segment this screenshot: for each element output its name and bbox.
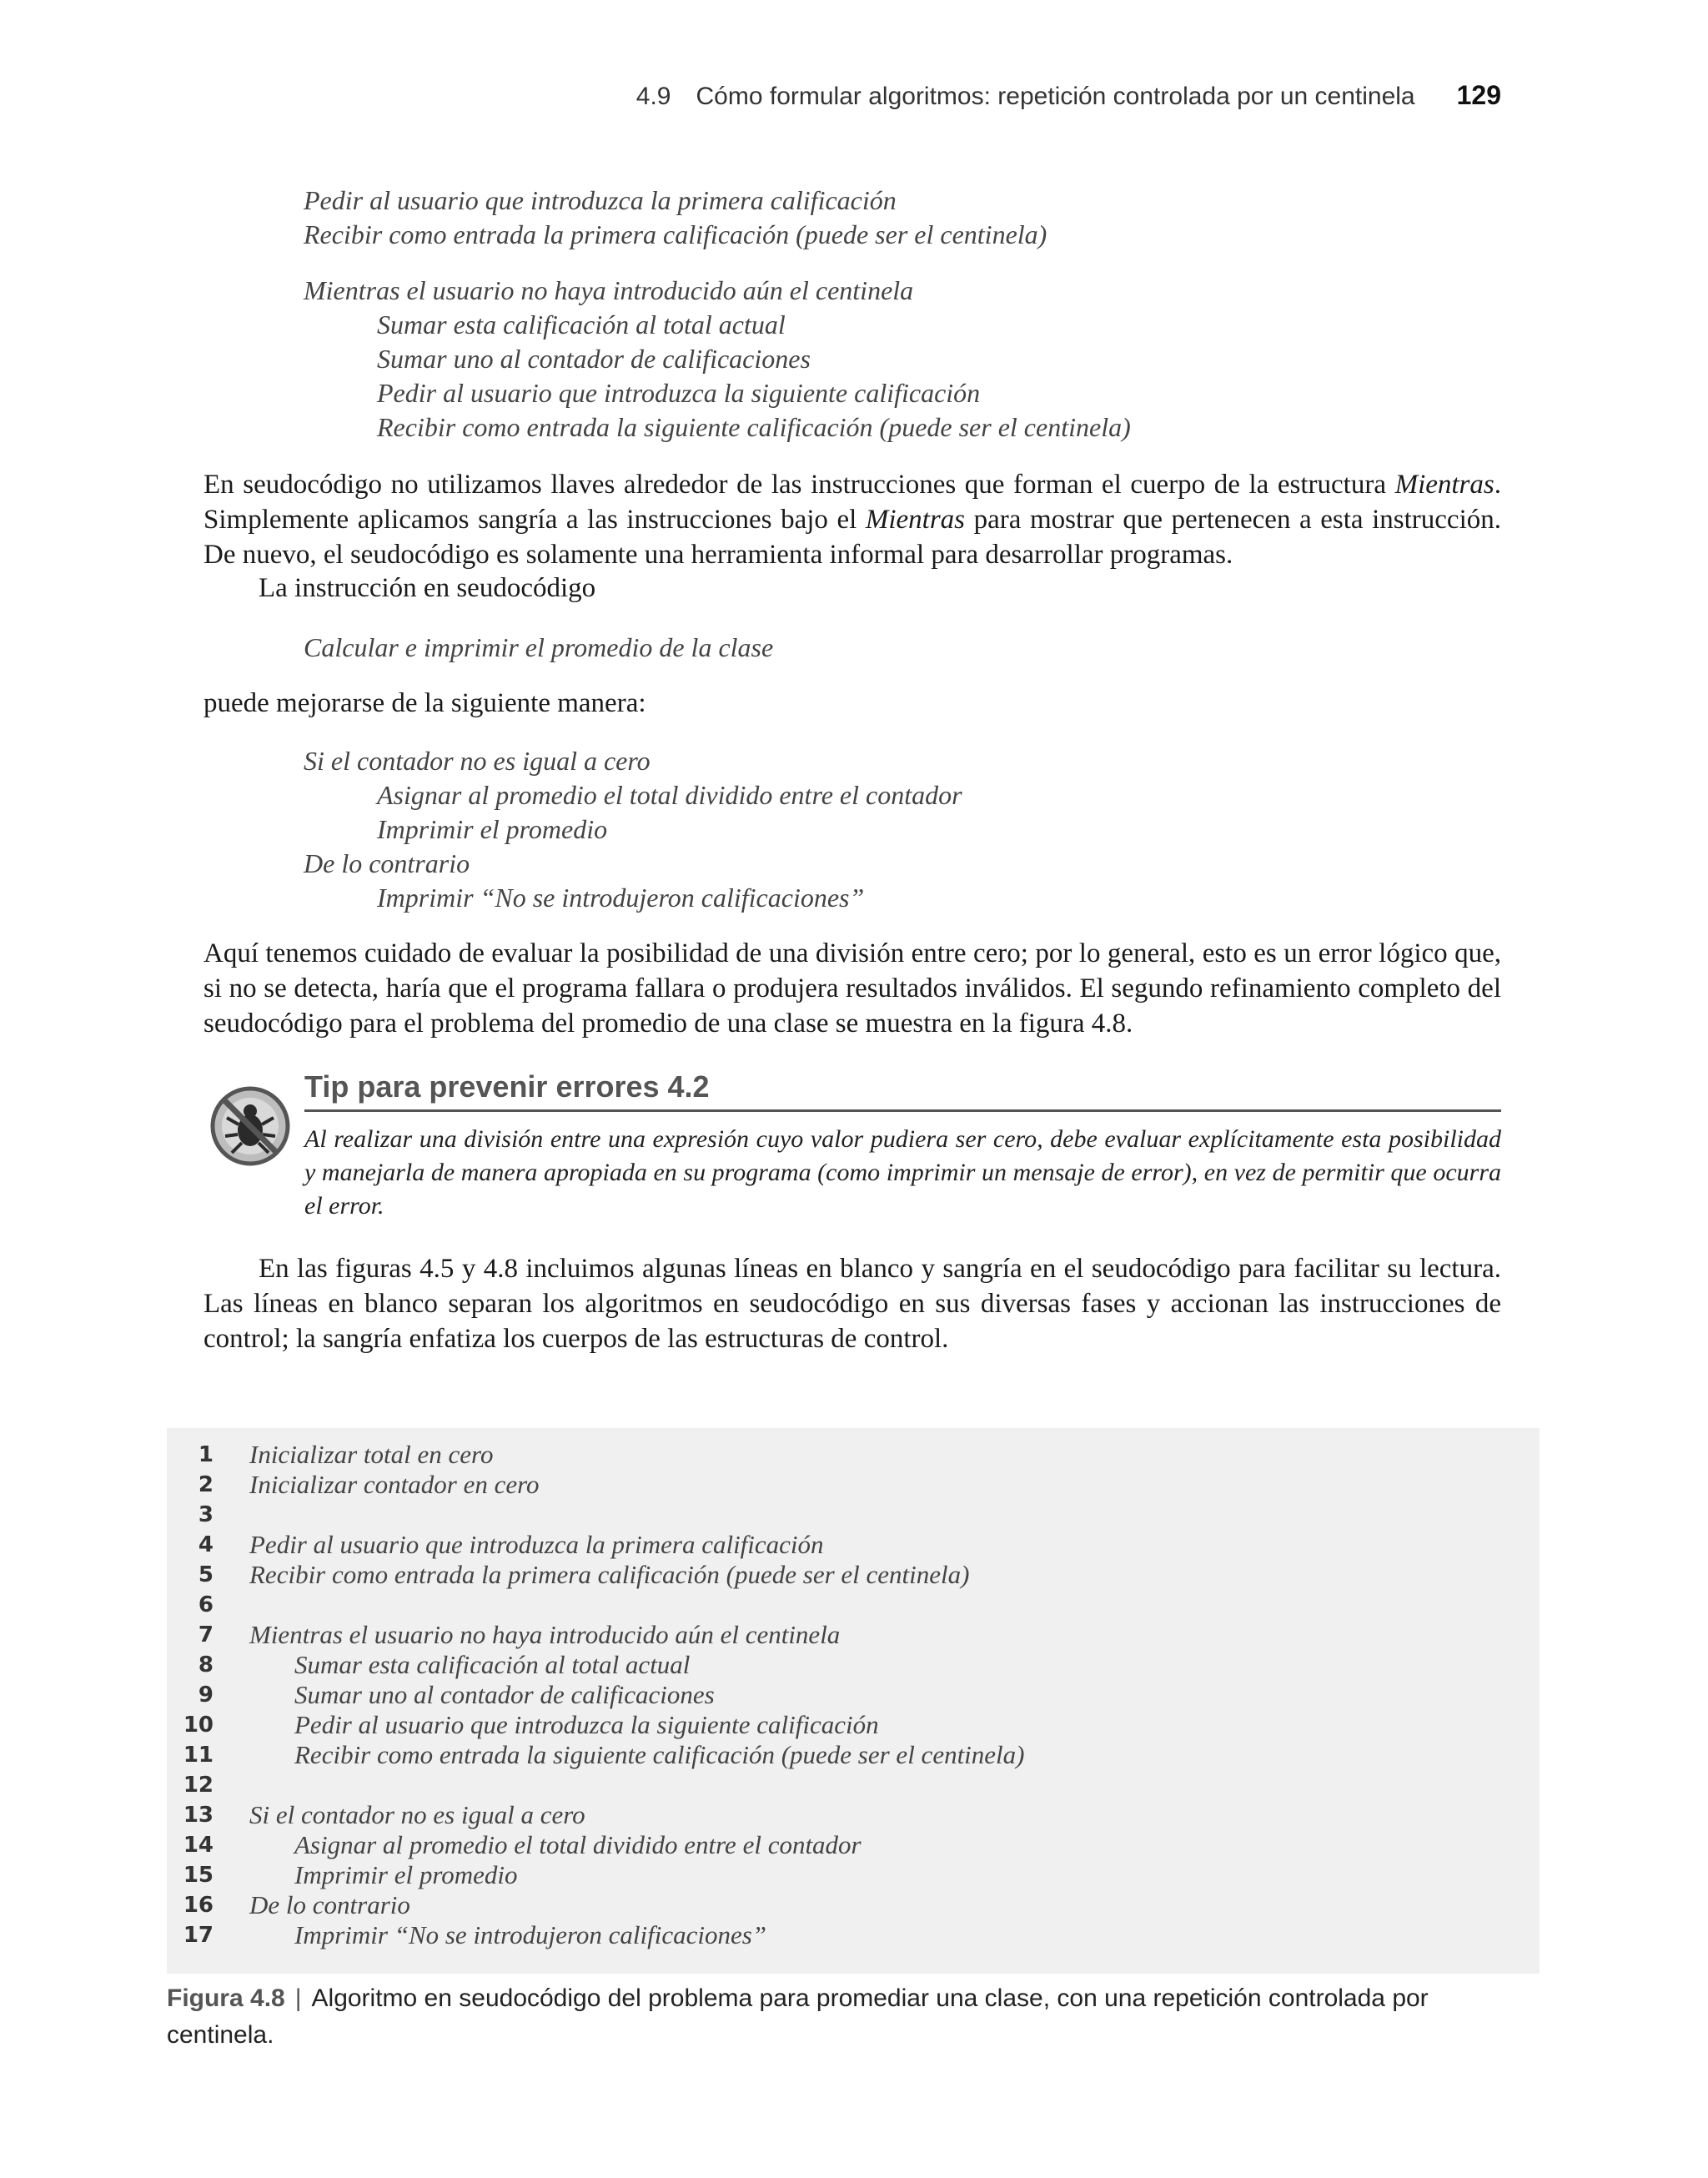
pseudocode-line: Imprimir “No se introdujeron calificaciones”: [377, 883, 865, 913]
code-line: [167, 1920, 1540, 1950]
bug-icon: [208, 1084, 292, 1168]
emphasis: Mientras: [1394, 470, 1494, 500]
code-text: Imprimir el promedio: [294, 1860, 518, 1889]
emphasis: Mientras: [865, 505, 966, 535]
body-paragraph: Aquí tenemos cuidado de evaluar la posibilidad de una división entre cero; por lo general, esto es un error lógico que, si no se detecta, haría que el programa fallara o produjera resultados inválidos. El segundo refinamiento completo del seudocódigo para el problema del promedio de una clase se muestra en la figura 4.8.: [203, 938, 1501, 1039]
pseudocode-line: Pedir al usuario que introduzca la primera calificación: [304, 185, 897, 215]
code-line: [167, 1590, 1540, 1620]
section-title: Cómo formular algoritmos: repetición controlada por un centinela: [696, 83, 1415, 110]
pseudocode-block-1: [203, 184, 1501, 252]
line-number: 10: [183, 1713, 214, 1738]
line-number: 16: [183, 1893, 214, 1918]
line-number: 8: [198, 1652, 214, 1678]
pseudocode-line: Sumar esta calificación al total actual: [377, 309, 786, 340]
figure-code-listing: [167, 1428, 1540, 1974]
code-line: [167, 1830, 1540, 1860]
pseudocode-block-3: [203, 744, 1501, 915]
code-line: [167, 1890, 1540, 1920]
line-number: 3: [198, 1502, 214, 1527]
line-number: 17: [183, 1923, 214, 1948]
pseudocode-line: Mientras el usuario no haya introducido aún el centinela: [304, 275, 914, 305]
code-text: Asignar al promedio el total dividido entre el contador: [294, 1830, 862, 1859]
pseudocode-line: Recibir como entrada la siguiente calificación (puede ser el centinela): [377, 412, 1131, 442]
code-text: De lo contrario: [249, 1890, 410, 1919]
line-number: 9: [198, 1683, 214, 1708]
code-line: [167, 1680, 1540, 1710]
section-number: 4.9: [635, 83, 671, 110]
tip-title: Tip para prevenir errores 4.2: [304, 1069, 1501, 1112]
code-line: [167, 1650, 1540, 1680]
tip-body: Al realizar una división entre una expresión cuyo valor pudiera ser cero, debe evaluar explícitamente esta posibilidad y manejarla de manera apropiada en su programa (como imprimir un mensaje de error), en vez de permitir que ocurra el error.: [304, 1125, 1501, 1220]
code-line: [167, 1800, 1540, 1830]
code-text: Pedir al usuario que introduzca la primera calificación: [249, 1530, 824, 1559]
caption-separator: |: [294, 1984, 302, 2012]
line-number: 2: [198, 1472, 214, 1497]
code-line: [167, 1500, 1540, 1530]
code-line: [167, 1860, 1540, 1890]
line-number: 14: [183, 1833, 214, 1858]
caption-label: Figura 4.8: [167, 1984, 285, 2012]
paragraph-text: En seudocódigo no utilizamos llaves alrededor de las instrucciones que forman el cuerpo de la estructura: [203, 470, 1395, 500]
line-number: 1: [198, 1442, 214, 1467]
code-text: Sumar uno al contador de calificaciones: [294, 1680, 715, 1709]
code-line: [167, 1620, 1540, 1650]
body-paragraph: En las figuras 4.5 y 4.8 incluimos algunas líneas en blanco y sangría en el seudocódigo para facilitar su lectura. Las líneas en blanco separan los algoritmos en seudocódigo en sus diversas fases y accionan las instrucciones de control; la sangría enfatiza los cuerpos de las estructuras de control.: [203, 1254, 1501, 1354]
line-number: 12: [183, 1773, 214, 1798]
paragraph-text: . Simplemente aplicamos sangría a las instrucciones bajo el: [203, 470, 1501, 535]
paragraph-text: para mostrar que pertenecen a esta instrucción. De nuevo, el seudocódigo es solamente una herramienta informal para desarrollar programas.: [203, 505, 1501, 570]
body-paragraph: La instrucción en seudocódigo: [259, 573, 596, 603]
body-paragraph: [203, 467, 1501, 572]
code-text: Sumar esta calificación al total actual: [294, 1650, 691, 1679]
code-line: [167, 1740, 1540, 1770]
line-number: 7: [198, 1622, 214, 1647]
body-paragraph: puede mejorarse de la siguiente manera:: [203, 688, 646, 718]
code-line: [167, 1470, 1540, 1500]
figure-caption: [167, 1980, 1501, 2054]
pseudocode-line: Asignar al promedio el total dividido entre el contador: [377, 780, 962, 810]
code-line: [167, 1710, 1540, 1740]
code-text: Inicializar total en cero: [249, 1440, 494, 1469]
line-number: 4: [198, 1532, 214, 1557]
pseudocode-line: Imprimir el promedio: [377, 814, 608, 844]
pseudocode-line: Recibir como entrada la primera calificación (puede ser el centinela): [304, 219, 1047, 249]
code-text: Recibir como entrada la siguiente calificación (puede ser el centinela): [294, 1740, 1025, 1769]
code-text: Recibir como entrada la primera calificación (puede ser el centinela): [249, 1560, 970, 1589]
pseudocode-line: Sumar uno al contador de calificaciones: [377, 344, 811, 374]
code-text: Pedir al usuario que introduzca la siguiente calificación: [294, 1710, 879, 1739]
pseudocode-line: De lo contrario: [304, 848, 470, 878]
pseudocode-line: Pedir al usuario que introduzca la siguiente calificación: [377, 378, 981, 408]
page-number: 129: [1456, 80, 1501, 110]
code-line: [167, 1770, 1540, 1800]
line-number: 11: [183, 1743, 214, 1768]
pseudocode-line: Calcular e imprimir el promedio de la clase: [304, 632, 774, 662]
code-line: [167, 1560, 1540, 1590]
code-text: Imprimir “No se introdujeron calificaciones”: [294, 1920, 767, 1949]
pseudocode-block-single: [203, 631, 1501, 665]
line-number: 15: [183, 1863, 214, 1888]
running-header: [200, 80, 1501, 122]
pseudocode-line: Si el contador no es igual a cero: [304, 746, 651, 776]
caption-text: Algoritmo en seudocódigo del problema para promediar una clase, con una repetición controlada por centinela.: [167, 1984, 1429, 2049]
code-line: [167, 1530, 1540, 1560]
line-number: 6: [198, 1592, 214, 1617]
line-number: 5: [198, 1562, 214, 1587]
pseudocode-block-2: [203, 274, 1501, 445]
code-line: [167, 1440, 1540, 1470]
code-text: Si el contador no es igual a cero: [249, 1800, 585, 1829]
line-number: 13: [183, 1803, 214, 1828]
code-text: Mientras el usuario no haya introducido aún el centinela: [249, 1620, 841, 1649]
code-text: Inicializar contador en cero: [249, 1470, 540, 1499]
